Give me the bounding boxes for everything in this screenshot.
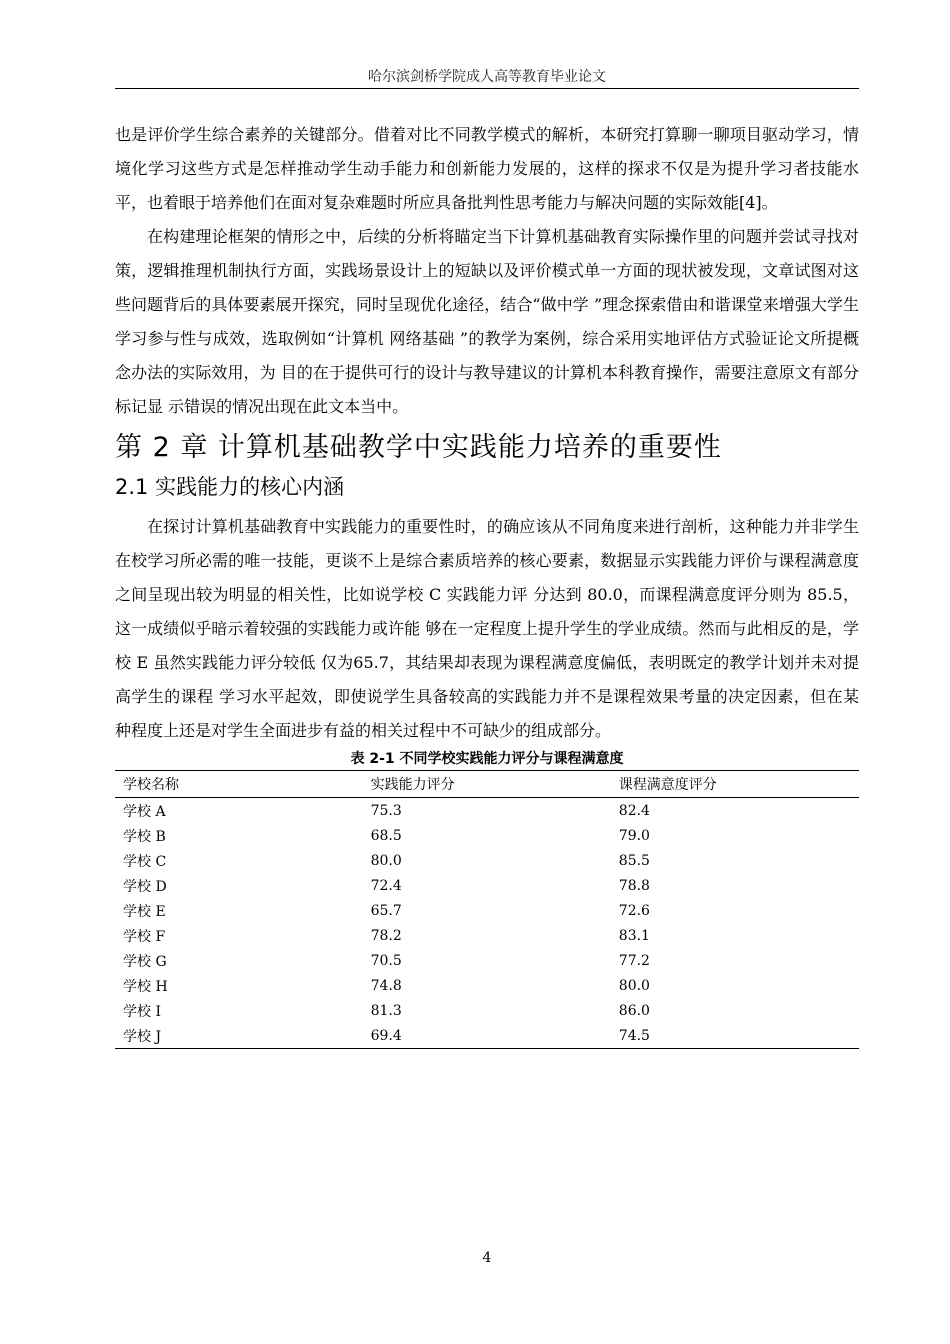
cell-practice: 68.5 bbox=[370, 827, 402, 844]
cell-school: 学校 H bbox=[123, 978, 168, 995]
paragraph-framework: 在构建理论框架的情形之中，后续的分析将瞄定当下计算机基础教育实际操作里的问题并尝试寻找对策，逻辑推理机制执行方面，实践场景设计上的短缺以及评价模式单一方面的现状被发现，文章试图对这些问题背后的具体要素展开探究，同时呈现优化途径，结合“做中学 ”理念探索借由和谐课堂来增强大学生学习参与性与成效，选取例如“计算机 网络基础 ”的教学为案例，综合采用实地评估方式验证论文所提概念办法的实际效用，为 目的在于提供可行的设计与教导建议的计算机本科教育操作，需要注意原文有部分标记显 示错误的情况出现在此文本当中。 bbox=[115, 227, 859, 416]
table-row bbox=[115, 898, 859, 923]
cell-practice: 81.3 bbox=[370, 1002, 402, 1019]
chapter-title: 第 2 章 计算机基础教学中实践能力培养的重要性 bbox=[115, 432, 722, 463]
page-body bbox=[115, 118, 859, 1049]
cell-satisfaction: 72.6 bbox=[618, 902, 650, 919]
cell-practice: 69.4 bbox=[370, 1027, 402, 1044]
table-row bbox=[115, 998, 859, 1023]
page-number: 4 bbox=[482, 1250, 492, 1266]
paragraph-continued: 也是评价学生综合素养的关键部分。借着对比不同教学模式的解析，本研究打算聊一聊项目驱动学习，情境化学习这些方式是怎样推动学生动手能力和创新能力发展的，这样的探求不仅是为提升学习者技能水平，也着眼于培养他们在面对复杂难题时所应具备批判性思考能力与解决问题的实际效能[4]。 bbox=[115, 125, 859, 212]
paragraph-practice: 在探讨计算机基础教育中实践能力的重要性时，的确应该从不同角度来进行剖析，这种能力并非学生在校学习所必需的唯一技能，更谈不上是综合素质培养的核心要素，数据显示实践能力评价与课程满意度之间呈现出较为明显的相关性，比如说学校 C 实践能力评 分达到 80.0，而课程满意度评分则为 85.5，这一成绩似乎暗示着较强的实践能力或许能 够在一定程度上提升学生的学业成绩。然而与此相反的是，学校 E 虽然实践能力评分较低 仅为65.7，其结果却表现为课程满意度偏低，表明既定的教学计划并未对提高学生的课程 学习水平起效，即使说学生具备较高的实践能力并不是课程效果考量的决定因素，但在某 种程度上还是对学生全面进步有益的相关过程中不可缺少的组成部分。 bbox=[115, 517, 859, 740]
cell-school: 学校 A bbox=[123, 803, 166, 820]
cell-satisfaction: 82.4 bbox=[618, 802, 650, 819]
cell-practice: 80.0 bbox=[370, 852, 402, 869]
cell-school: 学校 G bbox=[123, 953, 167, 970]
cell-satisfaction: 78.8 bbox=[618, 877, 650, 894]
cell-practice: 72.4 bbox=[370, 877, 402, 894]
header-practice-score: 实践能力评分 bbox=[363, 771, 611, 798]
cell-practice: 78.2 bbox=[370, 927, 402, 944]
table-row bbox=[115, 798, 859, 824]
table-row bbox=[115, 923, 859, 948]
table-row bbox=[115, 973, 859, 998]
cell-practice: 65.7 bbox=[370, 902, 402, 919]
cell-satisfaction: 83.1 bbox=[618, 927, 650, 944]
table-row bbox=[115, 1023, 859, 1049]
score-table bbox=[115, 770, 859, 1049]
cell-satisfaction: 79.0 bbox=[618, 827, 650, 844]
cell-school: 学校 J bbox=[123, 1028, 162, 1045]
cell-satisfaction: 74.5 bbox=[618, 1027, 650, 1044]
table-row bbox=[115, 823, 859, 848]
cell-satisfaction: 85.5 bbox=[618, 852, 650, 869]
cell-school: 学校 D bbox=[123, 878, 167, 895]
cell-satisfaction: 80.0 bbox=[618, 977, 650, 994]
cell-satisfaction: 86.0 bbox=[618, 1002, 650, 1019]
header-divider bbox=[115, 88, 859, 89]
page-header: 哈尔滨剑桥学院成人高等教育毕业论文 bbox=[368, 69, 606, 85]
header-satisfaction-score: 课程满意度评分 bbox=[611, 771, 859, 798]
header-school: 学校名称 bbox=[115, 771, 363, 798]
table-caption: 表 2-1 不同学校实践能力评分与课程满意度 bbox=[350, 751, 624, 767]
cell-school: 学校 E bbox=[123, 903, 166, 920]
cell-school: 学校 B bbox=[123, 828, 166, 845]
cell-practice: 74.8 bbox=[370, 977, 402, 994]
cell-school: 学校 I bbox=[123, 1003, 161, 1020]
table-row bbox=[115, 873, 859, 898]
table-row bbox=[115, 848, 859, 873]
cell-school: 学校 F bbox=[123, 928, 166, 945]
cell-practice: 75.3 bbox=[370, 802, 402, 819]
table-row bbox=[115, 948, 859, 973]
cell-practice: 70.5 bbox=[370, 952, 402, 969]
cell-school: 学校 C bbox=[123, 853, 167, 870]
cell-satisfaction: 77.2 bbox=[618, 952, 650, 969]
table-header-row bbox=[115, 771, 859, 798]
section-title: 2.1 实践能力的核心内涵 bbox=[115, 475, 345, 499]
